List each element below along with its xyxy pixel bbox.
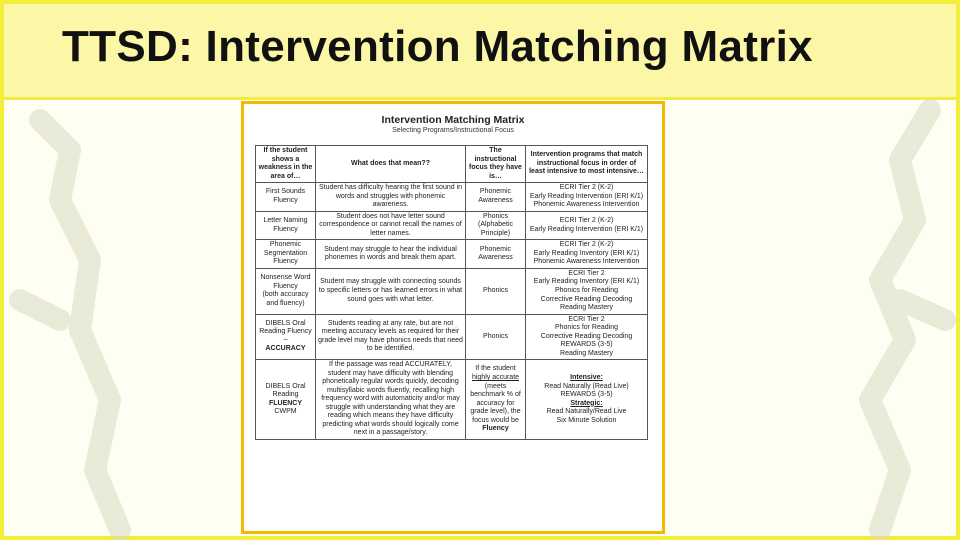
program-item: Read Naturally/Read Live: [546, 408, 627, 416]
program-item: Phonics for Reading: [554, 324, 619, 332]
header-focus: The instructional focus they have is…: [466, 146, 526, 183]
focus-underlined: highly accurate: [471, 374, 520, 382]
weakness-emphasis: FLUENCY: [268, 399, 303, 407]
programs-cell: [526, 268, 648, 314]
weakness-cell: Letter Naming Fluency: [256, 211, 316, 240]
slide-title: TTSD: Intervention Matching Matrix: [62, 22, 813, 71]
program-item: Phonemic Awareness Intervention: [533, 258, 640, 266]
weakness-cell: [256, 268, 316, 314]
programs-cell: [526, 314, 648, 360]
program-item: Early Reading Intervention (ERI K/1): [529, 192, 644, 200]
header-weakness: If the student shows a weakness in the area of…: [256, 146, 316, 183]
weakness-label: DIBELS Oral Reading Fluency ~: [259, 319, 312, 344]
focus-text: If the student: [475, 365, 516, 373]
meaning-cell: Student does not have letter sound correspondence or cannot recall the names of letter names.: [316, 211, 466, 240]
focus-text: (meets benchmark % of accuracy for grade level), the focus would be: [470, 382, 521, 424]
weakness-cell: [256, 360, 316, 440]
meaning-cell: Student may struggle to hear the individual phonemes in words and break them apart.: [316, 240, 466, 269]
weakness-cell: [256, 314, 316, 360]
table-row: [256, 240, 648, 269]
table-row: [256, 314, 648, 360]
intensive-label: Intensive:: [570, 374, 603, 382]
weakness-emphasis: ACCURACY: [265, 345, 306, 353]
program-item: REWARDS (3-5): [560, 341, 613, 349]
program-item: Corrective Reading Decoding: [540, 295, 633, 303]
program-item: Read Naturally (Read Live): [544, 382, 629, 390]
focus-cell: Phonics (Alphabetic Principle): [466, 211, 526, 240]
meaning-cell: Student may struggle with connecting sounds to specific letters or has learned errors in what sound goes with what letter.: [316, 268, 466, 314]
table-header-row: [256, 146, 648, 183]
program-item: ECRI Tier 2 (K-2): [559, 216, 614, 224]
program-item: ECRI Tier 2 (K-2): [559, 184, 614, 192]
program-item: Phonemic Awareness Intervention: [533, 201, 640, 209]
table-row: [256, 268, 648, 314]
focus-cell: Phonics: [466, 314, 526, 360]
program-item: Early Reading Inventory (ERI K/1): [533, 278, 640, 286]
header-programs: Intervention programs that match instructional focus in order of least intensive to most intensive…: [526, 146, 648, 183]
weakness-note: (both accuracy and fluency): [262, 291, 309, 307]
table-row: [256, 211, 648, 240]
weakness-cell: Phonemic Segmentation Fluency: [256, 240, 316, 269]
strategic-label: Strategic:: [570, 399, 603, 407]
weakness-tail: CWPM: [274, 408, 297, 416]
programs-cell: [526, 360, 648, 440]
program-item: Reading Mastery: [560, 349, 613, 357]
program-item: Reading Mastery: [560, 304, 613, 312]
header-meaning: What does that mean??: [316, 146, 466, 183]
focus-cell: [466, 360, 526, 440]
program-item: Corrective Reading Decoding: [540, 332, 633, 340]
focus-cell: Phonics: [466, 268, 526, 314]
program-item: ECRI Tier 2 (K-2): [559, 241, 614, 249]
program-item: Early Reading Intervention (ERI K/1): [529, 225, 644, 233]
program-item: Six Minute Solution: [556, 416, 617, 424]
focus-cell: Phonemic Awareness: [466, 183, 526, 212]
focus-cell: Phonemic Awareness: [466, 240, 526, 269]
meaning-cell: Students reading at any rate, but are not meeting accuracy levels as required for their grade level may have phonics needs that need to be identified.: [316, 314, 466, 360]
program-item: REWARDS (3-5): [560, 391, 613, 399]
program-item: Early Reading Inventory (ERI K/1): [533, 249, 640, 257]
programs-cell: [526, 240, 648, 269]
program-item: ECRI Tier 2: [568, 269, 605, 277]
meaning-cell: Student has difficulty hearing the first sound in words and struggles with phonemic awareness.: [316, 183, 466, 212]
table-row: [256, 360, 648, 440]
table-row: [256, 183, 648, 212]
matrix-document-image: [241, 101, 665, 534]
weakness-label: Nonsense Word Fluency: [260, 274, 311, 290]
matching-matrix-table: [255, 145, 648, 440]
programs-cell: [526, 183, 648, 212]
program-item: Phonics for Reading: [554, 286, 619, 294]
weakness-cell: First Sounds Fluency: [256, 183, 316, 212]
focus-emphasis: Fluency: [482, 425, 509, 433]
document-subtitle: Selecting Programs/Instructional Focus: [392, 127, 514, 134]
weakness-label: DIBELS Oral Reading: [265, 382, 306, 399]
programs-cell: [526, 211, 648, 240]
document-title: Intervention Matching Matrix: [381, 114, 525, 126]
meaning-cell: If the passage was read ACCURATELY, student may have difficulty with blending phonetically regular words quickly, decoding multisyllabic words fluently, recalling high frequency word with automaticity and/or may struggle with understanding what they are reading which means they have difficulty predicting what words should logically come next in a passage/story.: [316, 360, 466, 440]
program-item: ECRI Tier 2: [568, 315, 605, 323]
